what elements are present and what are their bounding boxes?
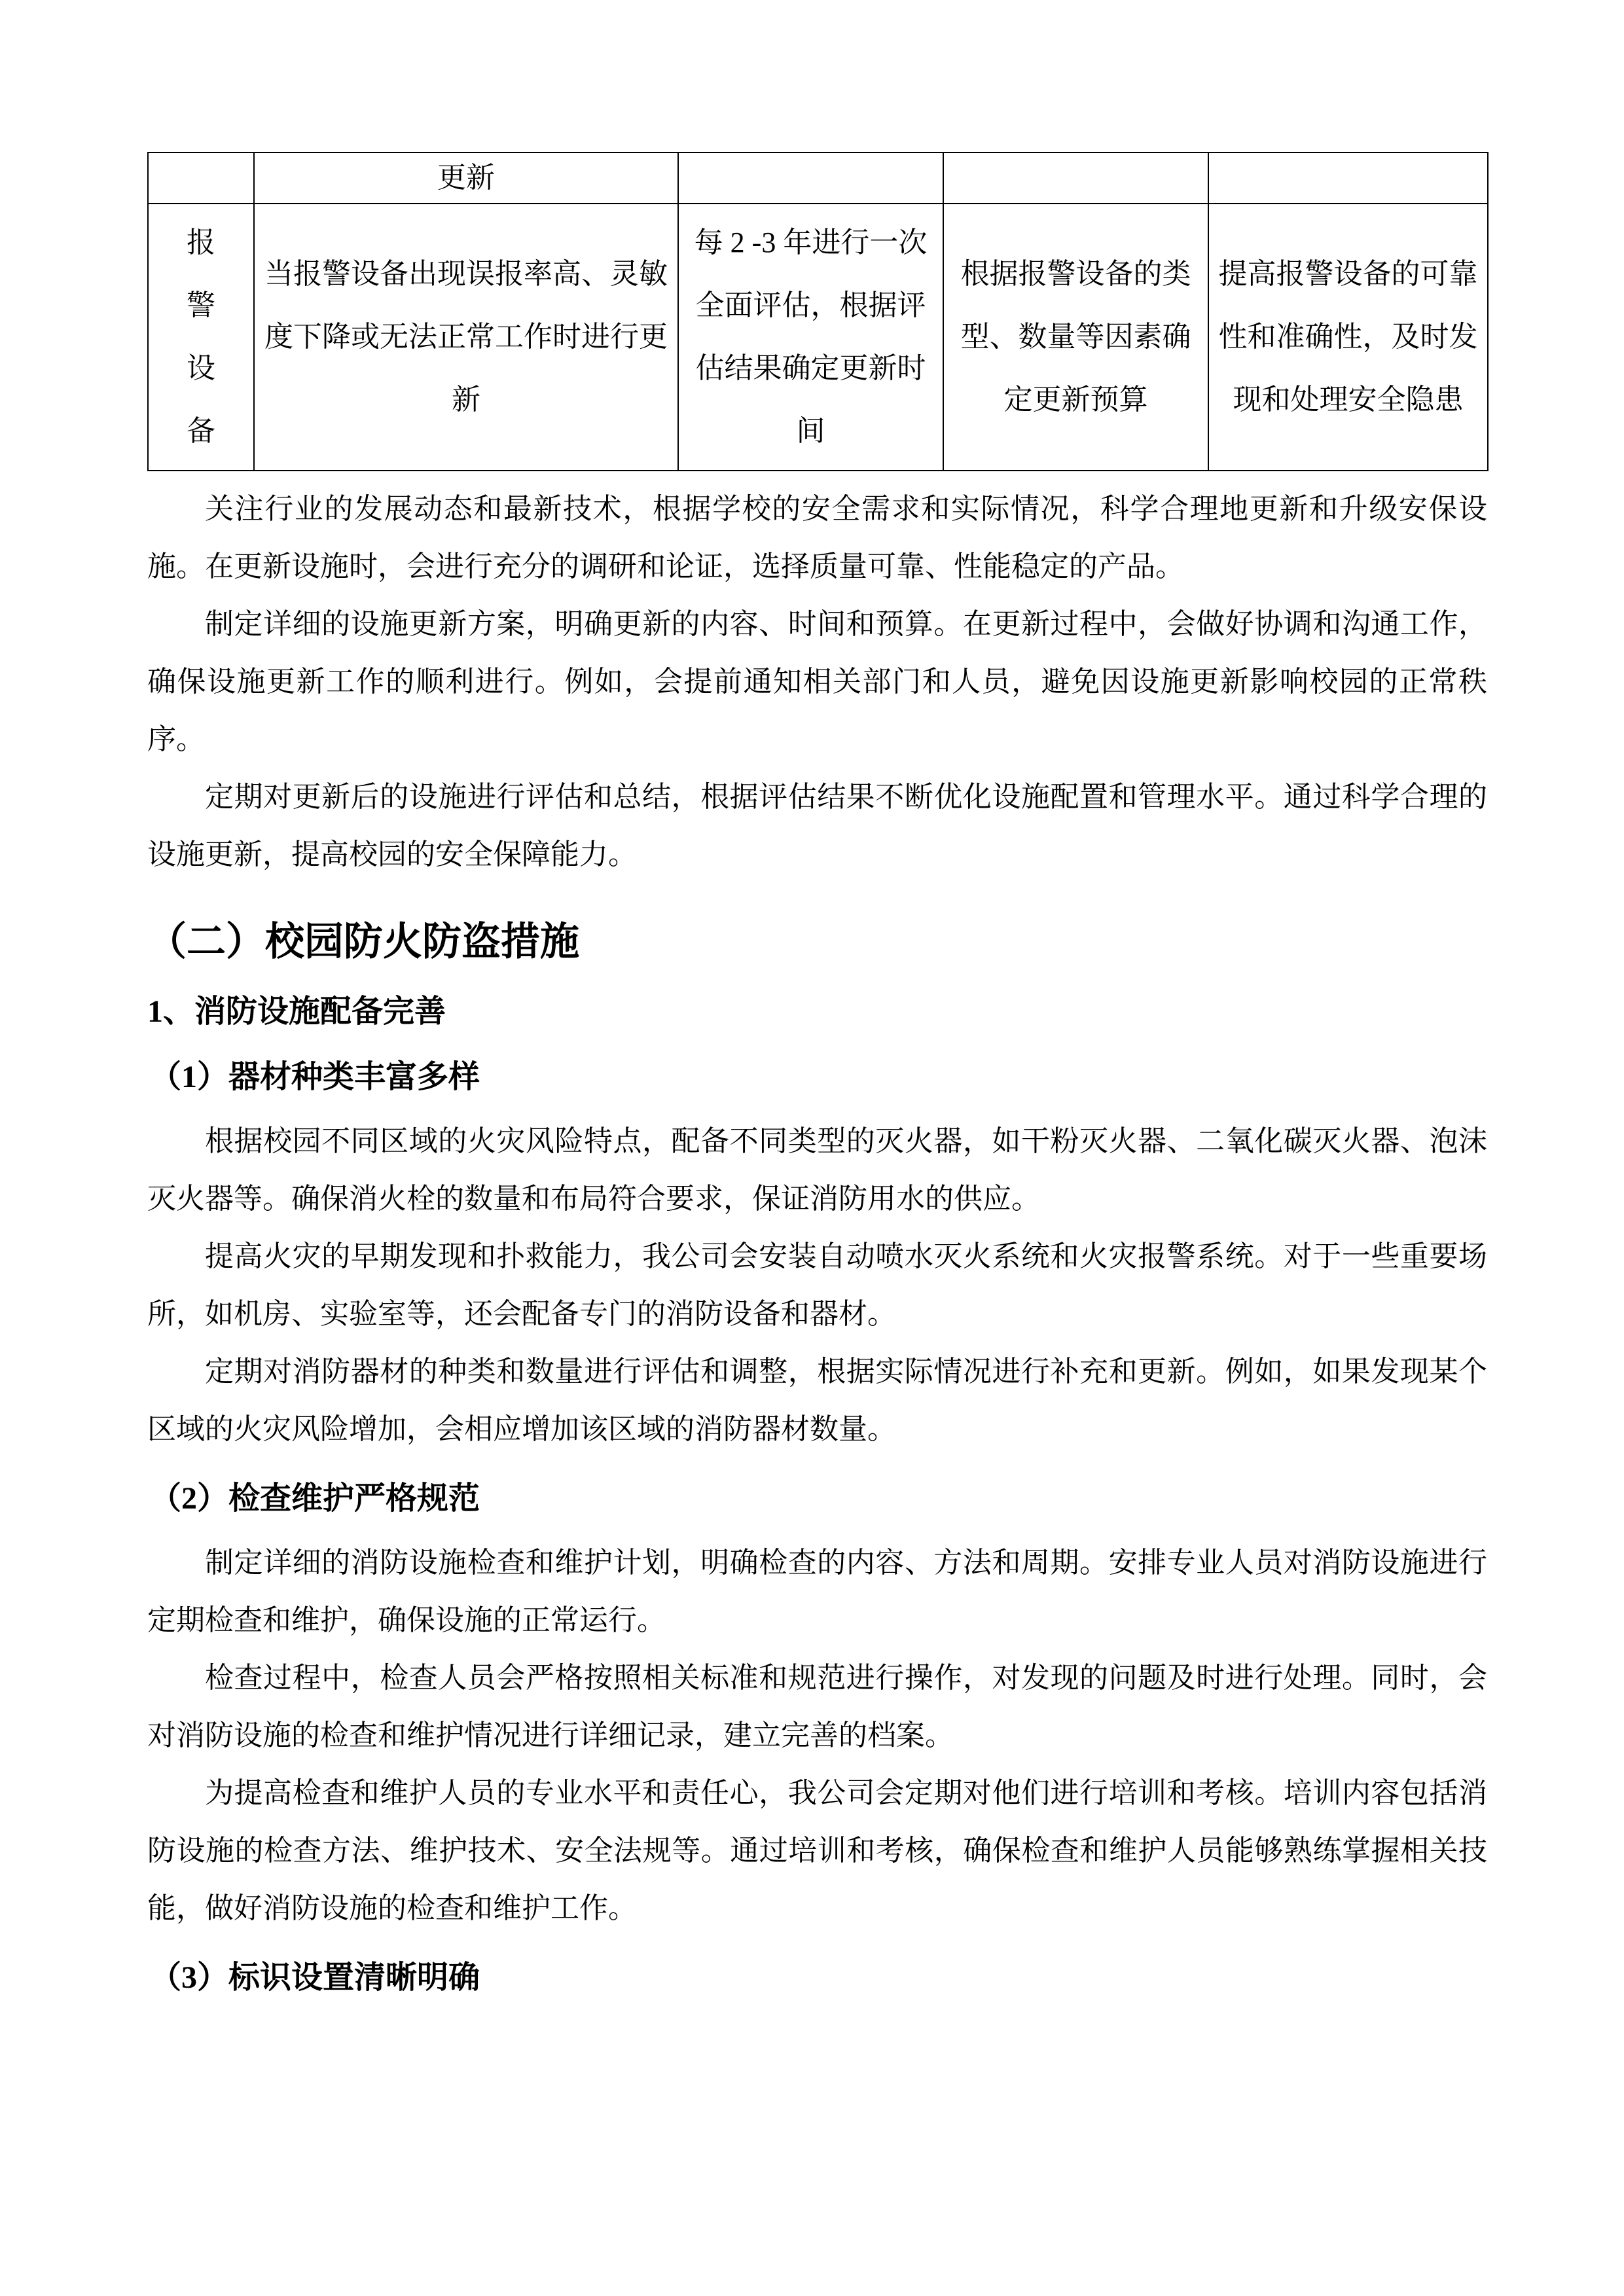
table-row-carryover — [148, 152, 1488, 204]
table-cell-alarm-purpose: 提高报警设备的可靠性和准确性，及时发现和处理安全隐患 — [1208, 204, 1488, 471]
paragraph-personnel-training: 为提高检查和维护人员的专业水平和责任心，我公司会定期对他们进行培训和考核。培训内容包括消防设施的检查方法、维护技术、安全法规等。通过培训和考核，确保检查和维护人员能够熟练掌握相关技能，做好消防设施的检查和维护工作。 — [147, 1777, 1487, 1924]
table-cell-carryover-item — [148, 152, 254, 204]
paragraph-update-principle: 关注行业的发展动态和最新技术，根据学校的安全需求和实际情况，科学合理地更新和升级安保设施。在更新设施时，会进行充分的调研和论证，选择质量可靠、性能稳定的产品。 — [147, 493, 1487, 583]
paragraph-equipment-adjustment: 定期对消防器材的种类和数量进行评估和调整，根据实际情况进行补充和更新。例如，如果发现某个区域的火灾风险增加，会相应增加该区域的消防器材数量。 — [147, 1355, 1487, 1445]
paragraph-update-evaluation: 定期对更新后的设施进行评估和总结，根据评估结果不断优化设施配置和管理水平。通过科学合理的设施更新，提高校园的安全保障能力。 — [147, 781, 1487, 870]
table-cell-carryover-condition: 更新 — [254, 152, 678, 204]
alarm-item-vertical-label: 报警设备 — [186, 226, 215, 447]
table-cell-alarm-condition: 当报警设备出现误报率高、灵敏度下降或无法正常工作时进行更新 — [254, 204, 678, 471]
section-heading-fire-theft: （二）校园防火防盗措施 — [147, 920, 579, 963]
table-cell-alarm-item — [148, 204, 254, 471]
table-cell-alarm-budget: 根据报警设备的类型、数量等因素确定更新预算 — [943, 204, 1208, 471]
paragraph-extinguisher-types: 根据校园不同区域的火灾风险特点，配备不同类型的灭火器，如干粉灭火器、二氧化碳灭火器、泡沫灭火器等。确保消火栓的数量和布局符合要求，保证消防用水的供应。 — [147, 1125, 1487, 1215]
table-row-alarm-equipment — [148, 204, 1488, 471]
paragraph-sprinkler-systems: 提高火灾的早期发现和扑救能力，我公司会安装自动喷水灭火系统和火灾报警系统。对于一些重要场所，如机房、实验室等，还会配备专门的消防设备和器材。 — [147, 1240, 1487, 1330]
paragraph-inspection-plan: 制定详细的消防设施检查和维护计划，明确检查的内容、方法和周期。安排专业人员对消防设施进行定期检查和维护，确保设施的正常运行。 — [147, 1547, 1487, 1636]
item-heading-inspection-maintenance: （2）检查维护严格规范 — [150, 1481, 480, 1516]
equipment-update-table — [147, 152, 1489, 471]
subsection-heading-fire-equipment: 1、消防设施配备完善 — [147, 994, 446, 1029]
table-cell-carryover-budget — [943, 152, 1208, 204]
document-page — [147, 152, 1487, 2013]
table-cell-alarm-cycle: 每 2 -3 年进行一次全面评估，根据评估结果确定更新时间 — [678, 204, 943, 471]
intro-paragraphs — [147, 480, 1487, 884]
paragraph-inspection-process: 检查过程中，检查人员会严格按照相关标准和规范进行操作，对发现的问题及时进行处理。同时，会对消防设施的检查和维护情况进行详细记录，建立完善的档案。 — [147, 1662, 1487, 1751]
inspection-maintenance-paragraphs — [147, 1534, 1487, 1937]
table-cell-carryover-purpose — [1208, 152, 1488, 204]
table-cell-carryover-cycle — [678, 152, 943, 204]
item-heading-signage: （3）标识设置清晰明确 — [150, 1960, 480, 1995]
equipment-variety-paragraphs — [147, 1113, 1487, 1458]
paragraph-update-plan: 制定详细的设施更新方案，明确更新的内容、时间和预算。在更新过程中，会做好协调和沟通工作，确保设施更新工作的顺利进行。例如，会提前通知相关部门和人员，避免因设施更新影响校园的正常秩序。 — [147, 608, 1487, 755]
item-heading-equipment-variety: （1）器材种类丰富多样 — [150, 1060, 480, 1094]
